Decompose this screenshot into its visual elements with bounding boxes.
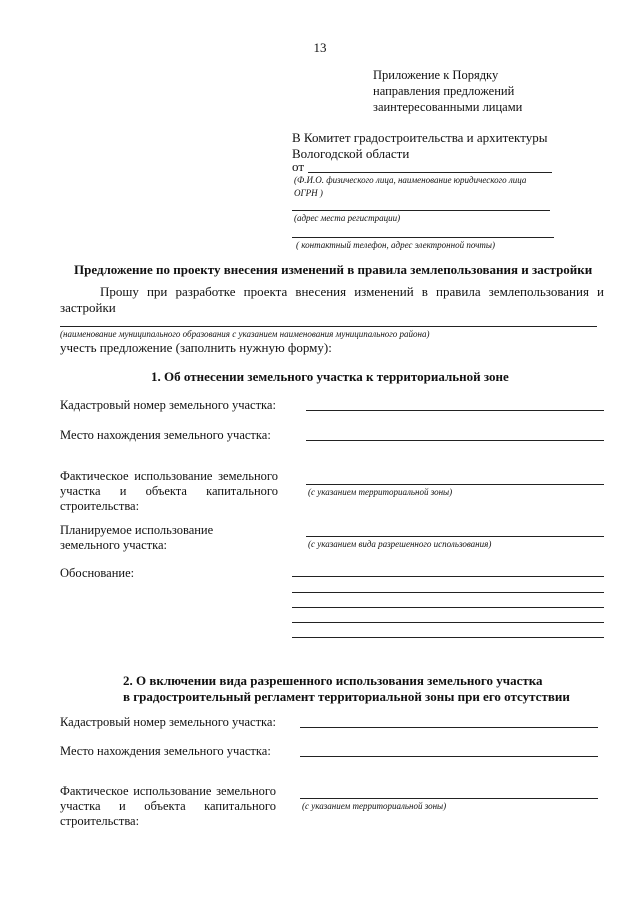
s1-planned-fill-line[interactable] (306, 536, 604, 537)
appendix-line-2: направления предложений (373, 84, 515, 98)
s1-actual-use-line-2: участка и объекта капитального (60, 484, 278, 498)
s2-location-fill-line[interactable] (300, 756, 598, 757)
s1-actual-use-line-3: строительства: (60, 499, 140, 513)
s2-actual-use-line-2: участка и объекта капитального (60, 799, 276, 813)
hint-ogrn: ОГРН ) (294, 188, 323, 198)
section2-heading-line-1: 2. О включении вида разрешенного использования земельного участка (123, 673, 543, 688)
s1-justification-line-4[interactable] (292, 622, 604, 623)
hint-municipality: (наименование муниципального образования с указанием наименования муниципального района) (60, 329, 430, 339)
s1-justification-line-3[interactable] (292, 607, 604, 608)
s1-hint-zone: (с указанием территориальной зоны) (308, 487, 453, 497)
from-label: от (292, 159, 305, 174)
s1-justification-label: Обоснование: (60, 566, 135, 580)
s2-actual-use-fill-line[interactable] (300, 798, 598, 799)
s1-location-label: Место нахождения земельного участка: (60, 428, 271, 442)
s1-planned-line-2: земельного участка: (60, 538, 168, 552)
s2-actual-use-line-3: строительства: (60, 814, 140, 828)
s2-cadastral-label: Кадастровый номер земельного участка: (60, 715, 276, 729)
hint-contacts: ( контактный телефон, адрес электронной почты) (296, 240, 495, 250)
intro-line-2: застройки (60, 300, 116, 315)
s1-planned-line-1: Планируемое использование (60, 523, 214, 537)
hint-name: (Ф.И.О. физического лица, наименование юридического лица (294, 175, 527, 185)
s1-actual-use-fill-line[interactable] (306, 484, 604, 485)
appendix-line-3: заинтересованными лицами (373, 100, 523, 114)
section1-heading: 1. Об отнесении земельного участка к территориальной зоне (151, 369, 509, 384)
s1-cadastral-label: Кадастровый номер земельного участка: (60, 398, 276, 412)
s1-cadastral-fill-line[interactable] (306, 410, 604, 411)
hint-address: (адрес места регистрации) (294, 213, 401, 223)
addressee-line-2: Вологодской области (292, 146, 410, 161)
address-fill-line[interactable] (292, 210, 550, 211)
s2-actual-use-line-1: Фактическое использование земельного (60, 784, 276, 798)
s2-hint-zone: (с указанием территориальной зоны) (302, 801, 447, 811)
s1-hint-permitted: (с указанием вида разрешенного использования) (308, 539, 492, 549)
s1-justification-line-2[interactable] (292, 592, 604, 593)
intro-line-3: учесть предложение (заполнить нужную форму): (60, 340, 332, 355)
s1-justification-line-1[interactable] (292, 576, 604, 577)
s1-location-fill-line[interactable] (306, 440, 604, 441)
appendix-line-1: Приложение к Порядку (373, 68, 499, 82)
s1-justification-line-5[interactable] (292, 637, 604, 638)
intro-line-1: Прошу при разработке проекта внесения изменений в правила землепользования и (100, 284, 604, 299)
section2-heading-line-2: в градостроительный регламент территориальной зоны при его отсутствии (123, 689, 570, 704)
document-title: Предложение по проекту внесения изменений в правила землепользования и застройки (74, 262, 593, 277)
page-number: 13 (313, 40, 327, 55)
s2-cadastral-fill-line[interactable] (300, 727, 598, 728)
contacts-fill-line[interactable] (292, 237, 554, 238)
from-fill-line[interactable] (308, 172, 552, 173)
s2-location-label: Место нахождения земельного участка: (60, 744, 271, 758)
s1-actual-use-line-1: Фактическое использование земельного (60, 469, 278, 483)
addressee-line-1: В Комитет градостроительства и архитектуры (292, 130, 548, 145)
municipality-fill-line[interactable] (60, 326, 597, 327)
